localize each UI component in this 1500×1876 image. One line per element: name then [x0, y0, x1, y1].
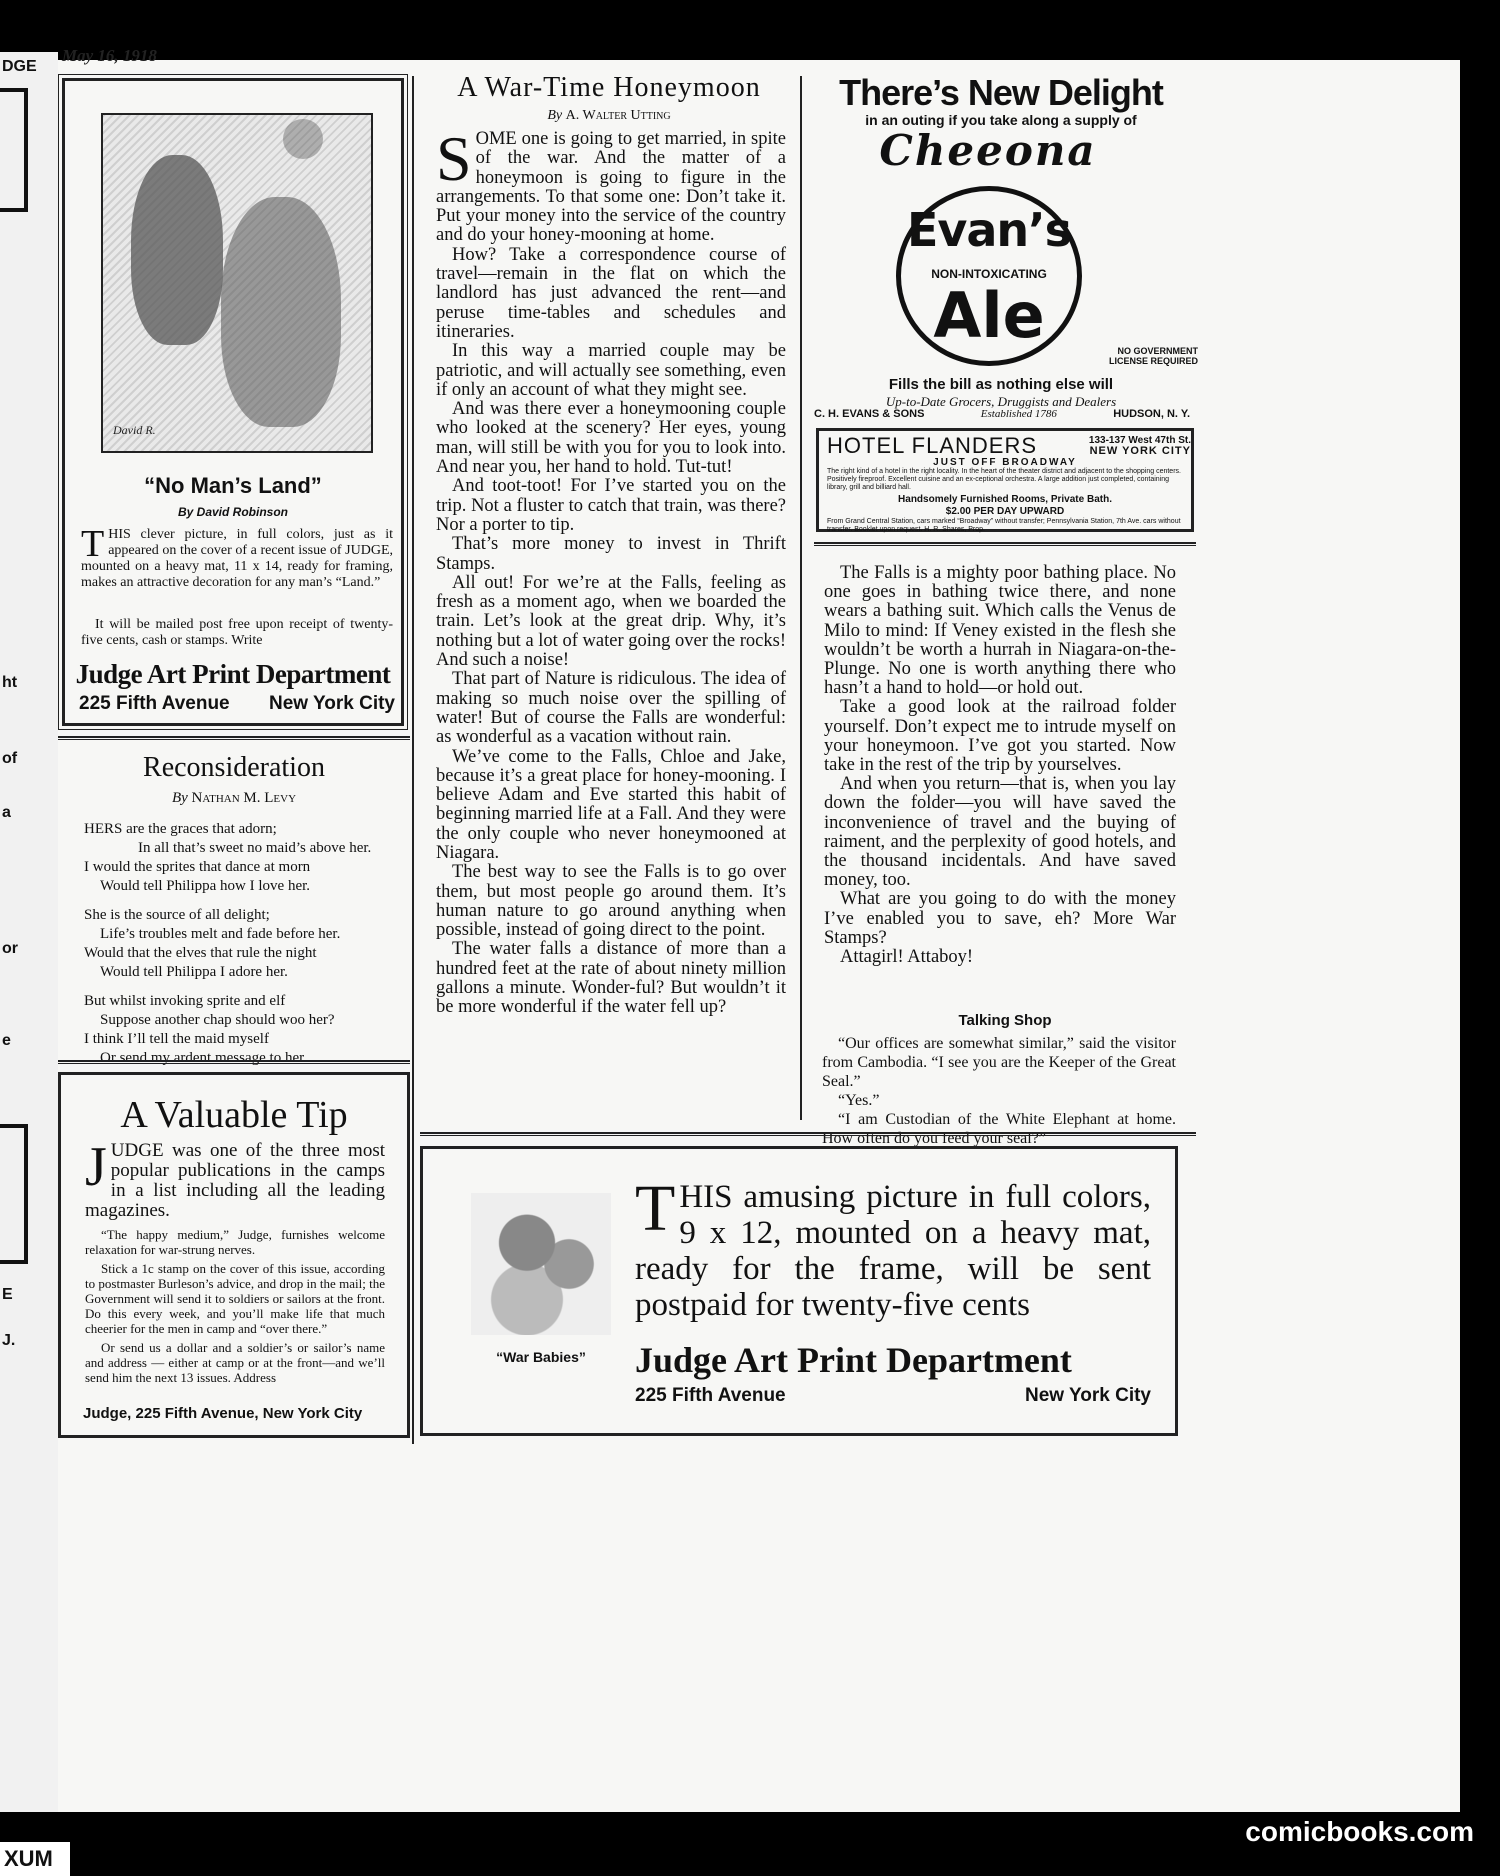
talking-shop-body: [822, 1034, 1176, 1148]
article-paragraph: All out! For we’re at the Falls, feeling as fresh as a moment ago, when we boarded the train. Let’s look at the great drip. Why, it’s nothing but a lot of water going over the rocks! And such a noise!: [436, 572, 786, 671]
art-ad-body-2: It will be mailed post free upon receipt of twenty-five cents, cash or stamps. Write: [81, 617, 393, 648]
edge-fragment: of: [2, 750, 18, 767]
tip-paragraph: Or send us a dollar and a soldier’s or sailor’s name and address — either at camp or at the front—and we’ll send him the next 13 issues. Address: [85, 1340, 385, 1385]
poem-body: [84, 820, 404, 1068]
talking-shop-title: Talking Shop: [958, 1012, 1052, 1029]
talking-shop-line: “Yes.”: [838, 1092, 880, 1109]
site-watermark: comicbooks.com: [1245, 1816, 1474, 1847]
tip-paragraph: “The happy medium,” Judge, furnishes welcome relaxation for war-strung nerves.: [85, 1227, 385, 1257]
article-paragraph: In this way a married couple may be patriotic, and will actually see something, even if only an account of what they might see.: [436, 341, 786, 400]
art-ad-title: “No Man’s Land”: [144, 473, 322, 498]
poem-line: In all that’s sweet no maid’s above her.: [138, 840, 372, 856]
poem-line: HERS are the graces that adorn;: [84, 821, 277, 837]
article-paragraph: What are you going to do with the money I’ve enabled you to save, eh? More War Stamps?: [824, 889, 1176, 948]
tip-lead-text: UDGE was one of the three most popular publications in the camps in a list including all the leading magazines.: [85, 1140, 385, 1221]
page-date: May 16, 1918: [62, 46, 157, 65]
tip-address: Judge, 225 Fifth Avenue, New York City: [83, 1405, 363, 1422]
edge-fragment: E: [2, 1286, 13, 1303]
poem-author: Nathan M. Levy: [191, 790, 297, 806]
article-paragraph: We’ve come to the Falls, Chloe and Jake, because it’s a great place for honey-mooning. I believe Adam and Eve started this habit of beginning married life at a Fall. And they were the only couple who never honeymooned at Niagara.: [436, 746, 786, 863]
ale-tagline: NON-INTOXICATING: [931, 267, 1047, 281]
article-author: A. Walter Utting: [565, 108, 671, 123]
section-rule: [58, 736, 410, 740]
talking-shop-line: “Our offices are somewhat similar,” said the visitor from Cambodia. “I see you are the Keeper of the Great Seal.”: [822, 1035, 1176, 1090]
tip-title: A Valuable Tip: [120, 1094, 348, 1136]
war-babies-illustration: [471, 1193, 611, 1335]
art-ad-body: [81, 523, 393, 591]
edge-fragment-box: [0, 88, 28, 212]
ale-fills: Fills the bill as nothing else will: [888, 376, 1114, 393]
ale-maker: C. H. EVANS & SONS: [814, 408, 925, 420]
war-babies-text-rest: 9 x 12, mounted on a heavy mat, ready for the frame, will be sent postpaid for twenty-five cents: [635, 1215, 1151, 1323]
article-paragraph: The best way to see the Falls is to go over them, but most people go around them. It’s human nature to go around anything when possible, instead of going direct to the point.: [436, 862, 786, 941]
ale-license-note: NO GOVERNMENT LICENSE REQUIRED: [1108, 346, 1198, 366]
poem-stanza: [84, 992, 404, 1068]
poem-line: But whilst invoking sprite and elf: [84, 993, 286, 1009]
poem-line: Or send my ardent message to her.: [100, 1050, 308, 1066]
poem-line: Suppose another chap should woo her?: [100, 1012, 335, 1028]
war-babies-text: [635, 1172, 1151, 1323]
ale-headline: There’s New Delight: [839, 72, 1163, 113]
ale-subhead: in an outing if you take along a supply of: [865, 112, 1137, 128]
edge-fragment: DGE: [2, 58, 37, 75]
edge-fragment: J.: [2, 1332, 16, 1349]
poem-line: Would that the elves that rule the night: [84, 945, 317, 961]
hotel-city: NEW YORK CITY: [1089, 445, 1191, 457]
hotel-address: [1059, 435, 1191, 457]
article-paragraph: Take a good look at the railroad folder yourself. Don’t expect me to intrude myself on your honeymoon. I’ve got you started. Now take in the rest of the trip by yourselves.: [824, 697, 1176, 776]
art-ad-address: [79, 693, 395, 715]
corner-tag: XUM: [0, 1842, 70, 1876]
article-paragraph: How? Take a correspondence course of travel—remain in the flat on which the landlord has just advanced the rent—and peruse time-tables and schedules and itineraries.: [436, 244, 786, 342]
section-rule: [420, 1132, 1196, 1136]
war-babies-caption: “War Babies”: [496, 1349, 586, 1365]
war-babies-department: Judge Art Print Department: [635, 1340, 1072, 1380]
ale-city: HUDSON, N. Y.: [1113, 408, 1190, 420]
hotel-rate: $2.00 PER DAY UPWARD: [945, 506, 1065, 517]
edge-fragment: ht: [2, 674, 18, 691]
ale-brand: Evan’s: [906, 203, 1072, 257]
hotel-directions: From Grand Central Station, cars marked “Broadway” without transfer; Pennsylvania Station, 7th Ave. cars without transfer. Booklet upon request. H. R. Shares, Prop.: [827, 518, 1181, 533]
poem-line: She is the source of all delight;: [84, 907, 270, 923]
poem-title: Reconsideration: [143, 752, 325, 783]
tip-paragraph: Stick a 1c stamp on the cover of this issue, according to postmaster Burleson’s advice, and drop in the mail; the Government will send it to soldiers or sailors at the front. Do this every week, and you’ll make life that much cheerier for the men in camp and “over there.”: [85, 1261, 385, 1336]
article-paragraph: That’s more money to invest in Thrift Stamps.: [436, 534, 786, 574]
ale-brand-script: Cheeona: [879, 126, 1097, 175]
column-rule: [412, 76, 414, 1444]
edge-fragment: e: [2, 1032, 11, 1049]
talking-shop-line: “I am Custodian of the White Elephant at home. How often do you feed your seal?”: [822, 1111, 1176, 1147]
art-print-ad: [62, 78, 404, 726]
magazine-page: [58, 46, 1460, 1812]
poem-line: I would the sprites that dance at morn: [84, 859, 311, 875]
scan-edge-strip: [0, 52, 58, 1812]
article-byline: [424, 108, 794, 124]
poem-stanza: [84, 906, 404, 982]
art-ad-byline: By David Robinson: [177, 505, 288, 519]
dropcap: S: [436, 123, 472, 194]
article-paragraph: The water falls a distance of more than a hundred feet at the rate of about ninety million gallons a minute. Wonder-ful? But wouldn’t it be more wonderful if the water fell up?: [436, 939, 786, 1018]
article-paragraph: And when you return—that is, when you lay down the folder—you will have saved the inconvenience of travel and the buying of raiment, and the perplexity of good hotels, and the thousand incidentals. And have saved money, too.: [824, 774, 1176, 891]
war-babies-address: [635, 1385, 1151, 1407]
art-ad-address-street: 225 Fifth Avenue: [79, 693, 230, 714]
article-column-2: [824, 564, 1176, 967]
art-ad-address-city: New York City: [268, 693, 395, 714]
byline-prefix: By: [171, 790, 188, 806]
no-mans-land-illustration: [101, 113, 373, 453]
article-paragraph: That part of Nature is ridiculous. The idea of making so much noise over the spilling of water! But of course the Falls are wonderful: as wonderful as a vacation without rain.: [436, 669, 786, 748]
poem-line: Would tell Philippa how I love her.: [100, 878, 311, 894]
article-column-1: [436, 123, 786, 1018]
edge-fragment-box: [0, 1124, 28, 1264]
ale-maker-line: [814, 408, 1190, 420]
war-babies-line-1: HIS amusing picture in full colors,: [679, 1179, 1151, 1215]
ale-dealers: Up-to-Date Grocers, Druggists and Dealers: [885, 394, 1117, 409]
hotel-flanders-ad: [816, 428, 1194, 532]
column-rule: [800, 76, 802, 1120]
dropcap: T: [81, 523, 105, 565]
poem-line: I think I’ll tell the maid myself: [84, 1031, 269, 1047]
tip-lead: [85, 1136, 385, 1221]
article-paragraph: And was there ever a honeymooning couple who looked at the scenery? Her eyes, young man, will still be with you for you to look into. And near you, her hand to hold. Tut-tut!: [436, 399, 786, 478]
poem-line: Life’s troubles melt and fade before her.: [100, 926, 341, 942]
war-babies-ad: [420, 1146, 1178, 1436]
dropcap: T: [635, 1172, 676, 1245]
article-paragraph: The Falls is a mighty poor bathing place. No one goes in bathing twice there, and none wears a bathing suit. Which calls the Venus de Milo to mind: If Veney existed in the flesh she wouldn’t be worth a hurrah in Niagara-on-the-Plunge. No one is worth anything there who hasn’t a hand to hold—or hold out.: [824, 563, 1176, 699]
article-title: A War-Time Honeymoon: [457, 72, 761, 103]
hotel-rooms: Handsomely Furnished Rooms, Private Bath.: [898, 494, 1112, 505]
hotel-off-broadway: JUST OFF BROADWAY: [933, 457, 1077, 468]
poem-stanza: [84, 820, 404, 896]
illustration-signature: David R.: [113, 423, 156, 437]
tip-body: [85, 1227, 385, 1385]
ale-logo-circle: [896, 186, 1082, 366]
hotel-name: HOTEL FLANDERS: [827, 433, 1038, 458]
ale-product: Ale: [933, 279, 1045, 352]
poem-byline: [58, 790, 410, 807]
section-rule: [814, 542, 1196, 546]
poem-line: Would tell Philippa I adore her.: [100, 964, 288, 980]
article-paragraph: Attagirl! Attaboy!: [840, 947, 974, 968]
war-babies-street: 225 Fifth Avenue: [635, 1385, 786, 1406]
edge-fragment: a: [2, 804, 11, 821]
article-paragraph: OME one is going to get married, in spite of the war. And the matter of a honeymoon is going to figure in the arrangements. To that some one: Don’t take it. Put your money into the service of the country and do your honey-mooning at home.: [436, 129, 786, 246]
valuable-tip-box: [58, 1072, 410, 1438]
section-rule: [58, 1060, 410, 1064]
edge-fragment: or: [2, 940, 18, 957]
hotel-street: 133-137 West 47th St.: [1088, 435, 1191, 446]
art-ad-body-text: HIS clever picture, in full colors, just as it appeared on the cover of a recent issue of JUDGE, mounted on a heavy mat, 11 x 14, ready for framing, makes an attractive decoration for any man’s “Land.”: [81, 527, 393, 590]
dropcap: J: [85, 1136, 107, 1198]
war-babies-city: New York City: [1024, 1385, 1151, 1406]
hotel-fine-print: The right kind of a hotel in the right locality. In the heart of the theater district and adjacent to the shopping centers. Positively fireproof. Excellent cuisine and an ex-ceptional orchestra. A large addition just completed, containing library, grill and billiard hall.: [827, 468, 1181, 491]
ale-established: Established 1786: [980, 408, 1057, 420]
article-paragraph: And toot-toot! For I’ve started you on the trip. Not a fluster to catch that train, was there? Nor a porter to tip.: [436, 476, 786, 535]
byline-prefix: By: [547, 108, 563, 123]
art-ad-department: Judge Art Print Department: [75, 659, 391, 689]
